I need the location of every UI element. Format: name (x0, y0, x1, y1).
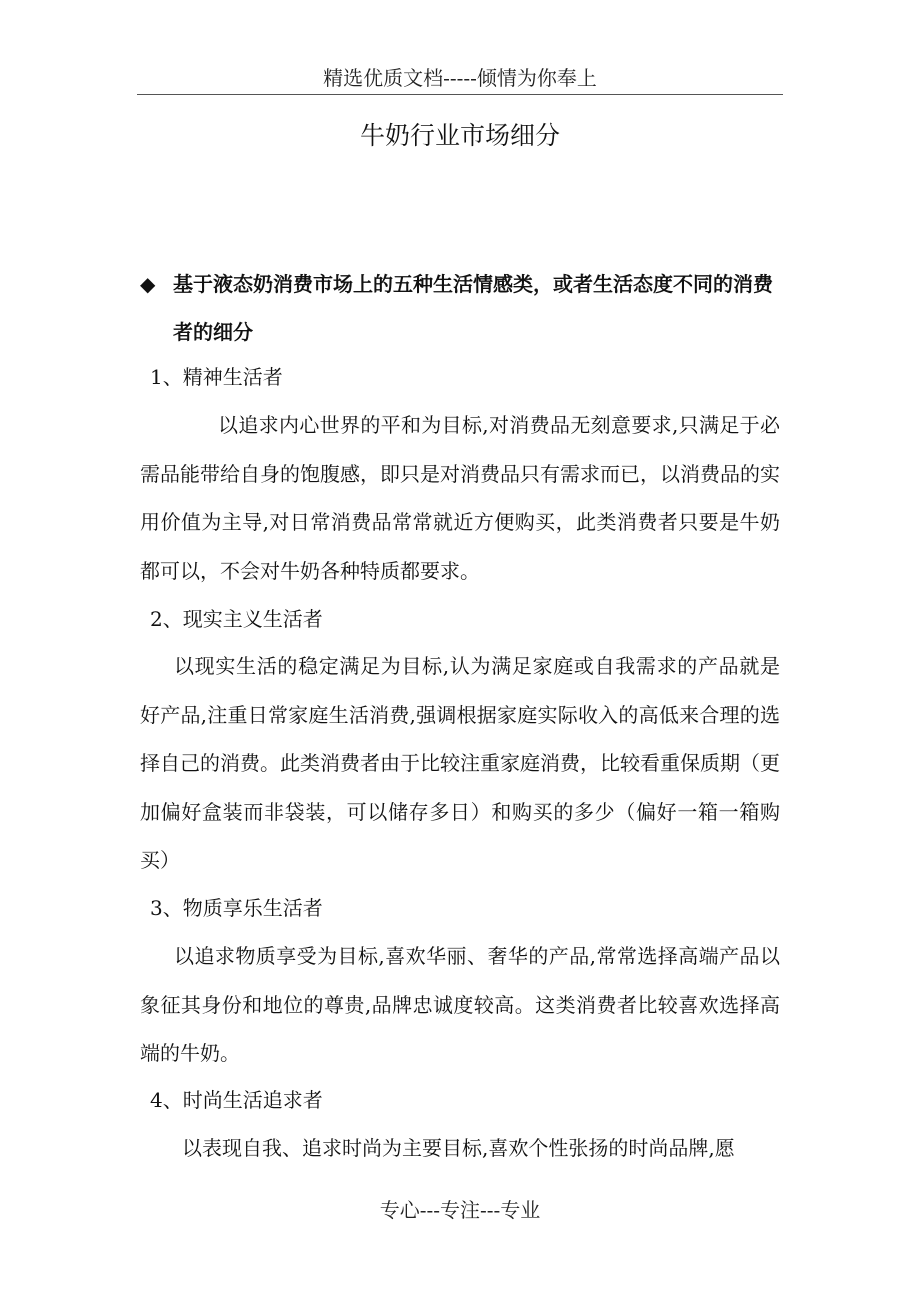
item-paragraph-3: 以追求物质享受为目标,喜欢华丽、奢华的产品,常常选择高端产品以象征其身份和地位的尊贵,品牌忠诚度较高。这类消费者比较喜欢选择高端的牛奶。 (140, 944, 780, 1065)
header-divider (137, 94, 783, 95)
diamond-bullet-icon: ◆ (140, 272, 156, 296)
item-paragraph-2: 以现实生活的稳定满足为目标,认为满足家庭或自我需求的产品就是好产品,注重日常家庭生活消费,强调根据家庭实际收入的高低来合理的选择自己的消费。此类消费者由于比较注重家庭消费，比较看重保质期（更加偏好盒装而非袋装，可以储存多日）和购买的多少（偏好一箱一箱购买） (140, 654, 780, 872)
section-heading-text: 基于液态奶消费市场上的五种生活情感类，或者生活态度不同的消费者的细分 (173, 272, 773, 344)
item-title-3: 3、物质享乐生活者 (150, 896, 323, 920)
item-title-2: 2、现实主义生活者 (150, 607, 323, 631)
item-title-4: 4、时尚生活追求者 (150, 1088, 323, 1112)
item-paragraph-1: 以追求内心世界的平和为目标,对消费品无刻意要求,只满足于必需品能带给自身的饱腹感，即只是对消费品只有需求而已，以消费品的实用价值为主导,对日常消费品常常就近方便购买，此类消费者只要是牛奶都可以，不会对牛奶各种特质都要求。 (140, 413, 780, 583)
item-paragraph-4: 以表现自我、追求时尚为主要目标,喜欢个性张扬的时尚品牌,愿 (182, 1136, 735, 1160)
document-title: 牛奶行业市场细分 (359, 121, 560, 150)
item-title-1: 1、精神生活者 (150, 365, 283, 389)
page-footer: 专心---专注---专业 (379, 1198, 541, 1222)
page-header: 精选优质文档-----倾情为你奉上 (323, 66, 597, 90)
